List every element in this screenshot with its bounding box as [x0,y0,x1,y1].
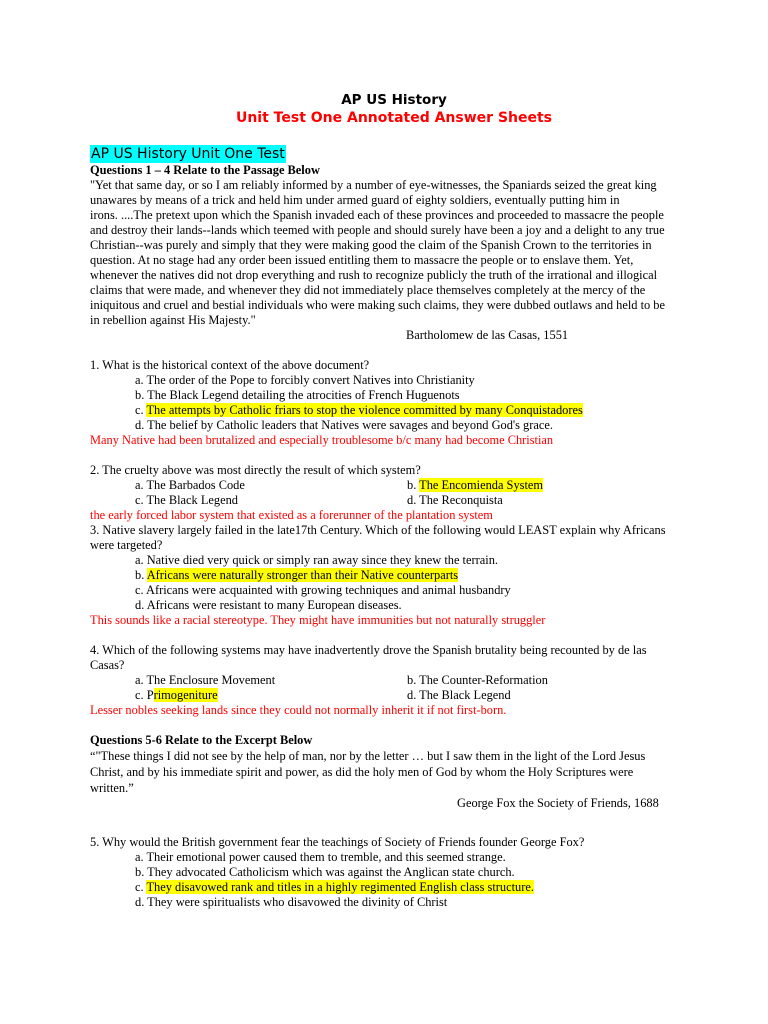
passage-line: written.” [90,781,134,795]
test-title: AP US History Unit One Test [91,146,285,162]
q4-options-row-2 [90,688,678,703]
q2-annotation: the early forced labor system that existed as a forerunner of the plantation system [90,508,493,522]
q1-option-a: a. The order of the Pope to forcibly convert Natives into Christianity [135,373,475,387]
q4-options-row-1 [90,673,678,688]
question-3-line-1: 3. Native slavery largely failed in the late17th Century. Which of the following would LEAST explain why Africans [90,523,666,537]
question-3-line-2: were targeted? [90,538,163,552]
q1-annotation: Many Native had been brutalized and especially troublesome b/c many had become Christian [90,433,554,447]
highlighted-answer: rimogeniture [153,688,218,702]
passage-line: irons. ....The pretext upon which the Spanish invaded each of these provinces and proceeded to massacre the people [90,208,664,222]
q4-option-b: b. The Counter-Reformation [407,673,548,687]
passage-line: iniquitous and cruel and bestial individuals who were making such claims, they were dubbed outlaws and held to be [90,298,665,312]
q3-option-c: c. Africans were acquainted with growing techniques and animal husbandry [135,583,511,597]
q3-option-a: a. Native died very quick or simply ran away since they knew the terrain. [135,553,498,567]
passage-line: Christian--was purely and simply that they were making good the claim of the Spanish Crown to the territories in [90,238,652,252]
passage-line: in rebellion against His Majesty." [90,313,256,327]
section2-passage [90,748,678,796]
q1-option-c [90,403,678,418]
passage-line: claims that were made, and whenever they did not immediately place themselves completely at the mercy of the [90,283,646,297]
question-1: 1. What is the historical context of the above document? [90,358,370,372]
passage-line: and destroy their lands--lands which teemed with people and should surely have been a joy and a delight to any true [90,223,665,237]
q2-option-a: a. The Barbados Code [135,478,245,492]
question-5: 5. Why would the British government fear the teachings of Society of Friends founder George Fox? [90,835,585,849]
highlighted-answer: The Encomienda System [419,478,544,492]
highlighted-answer: The attempts by Catholic friars to stop the violence committed by many Conquistadores [146,403,583,417]
q4-option-d: d. The Black Legend [407,688,511,702]
section2-heading: Questions 5-6 Relate to the Excerpt Below [90,733,313,747]
q2-option-c: c. The Black Legend [135,493,238,507]
q2-options-row-1 [90,478,678,493]
q5-option-b: b. They advocated Catholicism which was against the Anglican state church. [135,865,515,879]
q2-option-d: d. The Reconquista [407,493,503,507]
q4-annotation: Lesser nobles seeking lands since they could not normally inherit it if not first-born. [90,703,507,717]
q3-option-b [90,568,678,583]
passage-line: question. At no stage had any order been issued entitling them to massacre the people or to enslave them. Yet, [90,253,634,267]
page-subtitle: Unit Test One Annotated Answer Sheets [235,110,553,126]
passage-line: "Yet that same day, or so I am reliably informed by a number of eye-witnesses, the Spaniards seized the great king [90,178,657,192]
section1-attribution: Bartholomew de las Casas, 1551 [406,328,569,342]
question-4-line-2: Casas? [90,658,125,672]
option-prefix: b. [407,478,420,492]
q3-option-d: d. Africans were resistant to many European diseases. [135,598,402,612]
section1-passage [90,178,678,328]
passage-line: unawares by means of a trick and held him under armed guard of eighty soldiers, eventually putting him in [90,193,620,207]
passage-line: whenever the natives did not drop everything and rush to recognize publicly the truth of the irrational and illogical [90,268,658,282]
question-2: 2. The cruelty above was most directly the result of which system? [90,463,421,477]
document-page [90,92,678,910]
highlighted-answer: They disavowed rank and titles in a highly regimented English class structure. [146,880,534,894]
q1-option-d: d. The belief by Catholic leaders that Natives were savages and beyond God's grace. [135,418,553,432]
question-4-line-1: 4. Which of the following systems may have inadvertently drove the Spanish brutality being recounted by de las [90,643,647,657]
option-prefix: b. [135,568,147,582]
q5-option-a: a. Their emotional power caused them to tremble, and this seemed strange. [135,850,506,864]
highlighted-answer: Africans were naturally stronger than their Native counterparts [146,568,459,582]
page-title: AP US History [341,92,447,108]
q4-option-c [135,688,407,703]
q5-option-c [90,880,678,895]
q5-option-d: d. They were spiritualists who disavowed the divinity of Christ [135,895,448,909]
section1-heading: Questions 1 – 4 Relate to the Passage Below [90,163,320,177]
q3-annotation: This sounds like a racial stereotype. They might have immunities but not naturally struggler [90,613,546,627]
q2-option-b [407,478,543,493]
passage-line: Christ, and by his immediate spirit and power, as did the holy men of God by whom the Holy Scriptures were [90,765,634,779]
option-prefix: c. [135,403,147,417]
section2-attribution: George Fox the Society of Friends, 1688 [457,796,659,810]
q2-options-row-2 [90,493,678,508]
q1-option-b: b. The Black Legend detailing the atrocities of French Huguenots [135,388,460,402]
option-prefix: c. P [135,688,154,702]
option-prefix: c. [135,880,147,894]
q4-option-a: a. The Enclosure Movement [135,673,276,687]
passage-line: “"These things I did not see by the help of man, nor by the letter … but I saw them in the light of the Lord Jesus [90,749,646,763]
